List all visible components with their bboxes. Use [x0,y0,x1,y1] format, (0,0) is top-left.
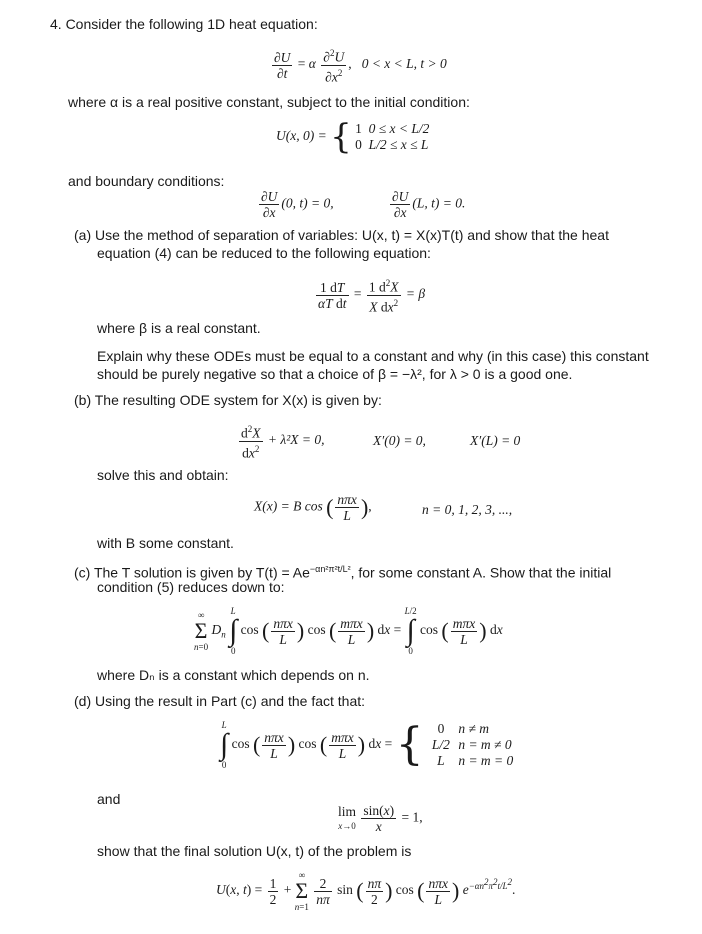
part-a-line-2: equation (4) can be reduced to the following equation: [97,245,431,261]
ode-equation: $\frac{d^2X}{dx^2}$ + λ²X = 0, [241,424,325,460]
initial-condition: U(x, 0) = { 1 0 ≤ x < L/2 0 L/2 ≤ x ≤ L [276,117,430,157]
where-alpha-text: where α is a real positive constant, subject to the initial condition: [68,94,470,110]
part-b-text: (b) The resulting ODE system for X(x) is given by: [74,392,382,408]
heat-equation: $\frac{\partial U}{\partial t}$ = α $\frac{\partial^2U}{\partial x^2}$ , 0 < x < L, t > 0 [274,48,447,84]
orth-case-1: 0 n ≠ m [437,721,489,736]
ic-lhs: U(x, 0) = [276,128,327,144]
domain-condition: 0 < x < L, t > 0 [361,56,447,72]
where-Dn-text: where Dₙ is a constant which depends on n. [97,667,370,683]
orthogonality-relation: L ∫ 0 cos ( $\frac{\text{nπx}}{L}$ ) cos ( $\frac{\text{mπx}}{L}$ ) dx = { 0 n ≠ m L/2 n = m ≠ 0 L n = m = 0 [220,719,514,770]
question-intro: 4. Consider the following 1D heat equation: [50,16,318,32]
final-solution: U(x, t) = $\frac{1}{2}$ + ∞ Σ n=1 $\frac{2}{n\pi}$ sin ( $\frac{n\pi}{2}$ ) cos ( $\frac{\text{nπx}}{L}$ ) $e^{-\alpha n^2\pi^2t/L^2}$. [216,870,516,912]
boundary-intro: and boundary conditions: [68,173,225,189]
part-c-line-1: (c) The T solution is given by $T(t) = Ae^{-\alpha n^2\pi^2t/L^2}$, for some constant A. Show that the initial [74,564,612,581]
show-final-text: show that the final solution U(x, t) of the problem is [97,843,412,859]
and-text: and [97,791,121,807]
n-values: n = 0, 1, 2, 3, ..., [422,502,513,517]
with-B-text: with B some constant. [97,535,234,551]
boundary-condition-2: $\frac{\partial U}{\partial x}$ (L, t) = 0. [392,189,466,220]
part-c-line-2: condition (5) reduces down to: [97,579,285,595]
orth-case-2: L/2 n = m ≠ 0 [431,737,512,752]
equals-beta: = β [405,286,426,302]
sinc-limit: lim x→0 $\frac{\sin(x)}{x}$ = 1, [338,803,423,834]
solve-obtain-text: solve this and obtain: [97,467,229,483]
ode-bc-2: X′(L) = 0 [470,433,521,448]
initial-condition-series: ∞ Σ n=0 $D_n$ L ∫ 0 cos ( $\frac{\text{nπx}}{L}$ ) cos ( $\frac{\text{mπx}}{L}$ ) dx = L/2 ∫ 0 cos ( $\frac{\text{mπx}}{L}$ ) dx [194,606,503,656]
exponent-T: −αn²π²t/L² [309,564,351,574]
solution-X: X(x) = B cos ( $\frac{\text{nπx}}{L}$ ), [254,492,372,523]
explain-line-2: should be purely negative so that a choice of β = −λ², for λ > 0 is a good one. [97,366,573,382]
ic-case-1: 1 0 ≤ x < L/2 [355,121,430,136]
boundary-condition-1: $\frac{\partial U}{\partial x}$ (0, t) = 0, [261,189,334,220]
explain-line-1: Explain why these ODEs must be equal to a constant and why (in this case) this constant [97,348,649,364]
where-beta-text: where β is a real constant. [97,320,261,336]
part-d-text: (d) Using the result in Part (c) and the fact that: [74,693,366,709]
ode-bc-1: X′(0) = 0, [373,433,426,448]
separated-equation: $\frac{1 dT}{\text{αT dt}}$ = $\frac{1 d^2X}{X dx^2}$ = β [318,278,426,314]
ic-case-2: 0 L/2 ≤ x ≤ L [355,137,429,152]
orth-case-3: L n = m = 0 [437,753,514,768]
part-a-line-1: (a) Use the method of separation of variables: U(x, t) = X(x)T(t) and show that the heat [74,227,609,243]
